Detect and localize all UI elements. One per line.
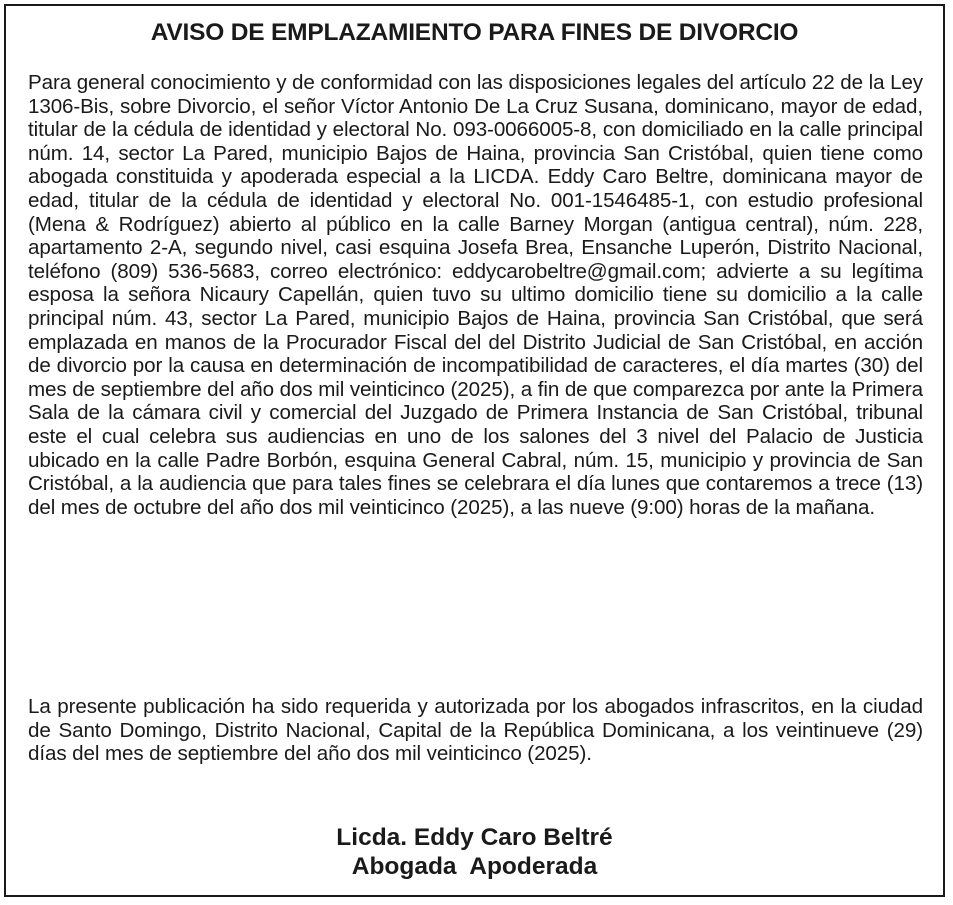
signature-role: Abogada Apoderada xyxy=(351,853,598,880)
notice-title: AVISO DE EMPLAZAMIENTO PARA FINES DE DIVORCIO xyxy=(150,19,799,46)
notice-paragraph-authorization: La presente publicación ha sido requerida y autorizada por los abogados infrascritos, en la ciudad de Santo Domingo, Distrito Nacional, Capital de la República Dominicana, a los veintinueve (29) días del mes de septiembre del año dos mil veinticinco (2025). xyxy=(28,695,923,766)
signature-name: Licda. Eddy Caro Beltré xyxy=(336,824,613,851)
notice-paragraph-main: Para general conocimiento y de conformidad con las disposiciones legales del artículo 22 de la Ley 1306-Bis, sobre Divorcio, el señor Víctor Antonio De La Cruz Susana, dominicano, mayor de edad, titular de la cédula de identidad y electoral No. 093-0066005-8, con domiciliado en la calle principal núm. 14, sector La Pared, municipio Bajos de Haina, provincia San Cristóbal, quien tiene como abogada constituida y apoderada especial a la LICDA. Eddy Caro Beltre, dominicana mayor de edad, titular de la cédula de identidad y electoral No. 001-1546485-1, con estudio profesional (Mena & Rodríguez) abierto al público en la calle Barney Morgan (antigua central), núm. 228, apartamento 2-A, segundo nivel, casi esquina Josefa Brea, Ensanche Luperón, Distrito Nacional, teléfono (809) 536-5683, correo electrónico: eddycarobeltre@gmail.com; advierte a su legítima esposa la señora Nicaury Capellán, quien tuvo su ultimo domicilio tiene su domicilio a la calle principal núm. 43, sector La Pared, municipio Bajos de Haina, provincia San Cristóbal, que será emplazada en manos de la Procurador Fiscal del del Distrito Judicial de San Cristóbal, en acción de divorcio por la causa en determinación de incompatibilidad de caracteres, el día martes (30) del mes de septiembre del año dos mil veinticinco (2025), a fin de que comparezca por ante la Primera Sala de la cámara civil y comercial del Juzgado de Primera Instancia de San Cristóbal, tribunal este el cual celebra sus audiencias en uno de los salones del 3 nivel del Palacio de Justicia ubicado en la calle Padre Borbón, esquina General Cabral, núm. 15, municipio y provincia de San Cristóbal, a la audiencia que para tales fines se celebrara el día lunes que contaremos a trece (13) del mes de octubre del año dos mil veinticinco (2025), a las nueve (9:00) horas de la mañana. xyxy=(28,71,923,519)
legal-notice-box xyxy=(4,4,945,897)
